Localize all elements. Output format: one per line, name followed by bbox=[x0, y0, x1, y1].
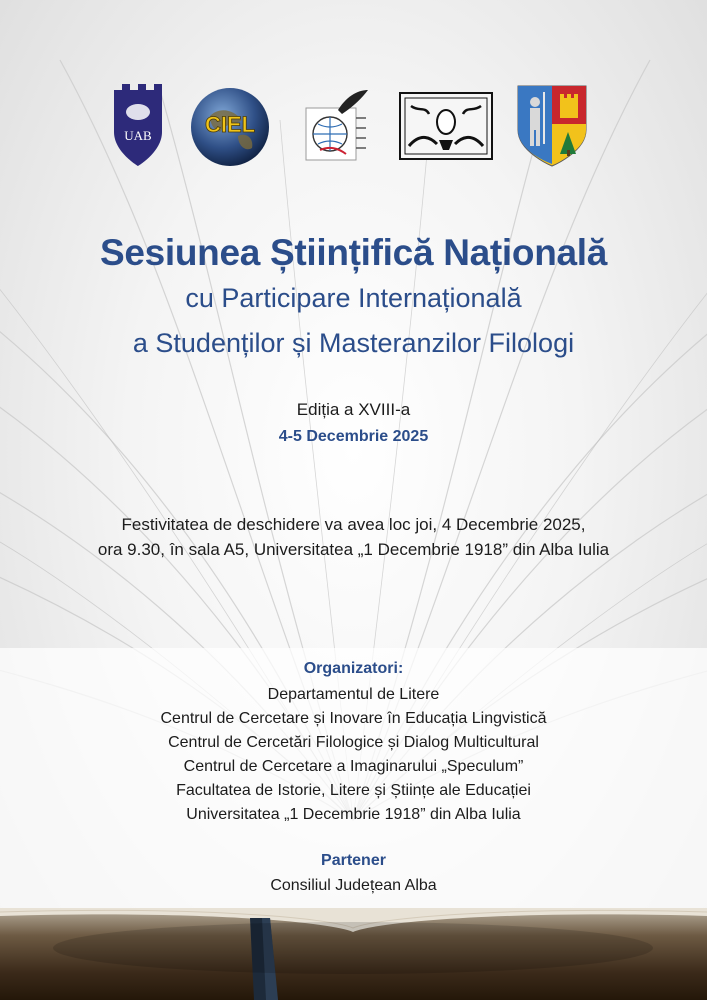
alba-coat-of-arms bbox=[516, 84, 588, 170]
logos-row bbox=[0, 82, 707, 174]
ciel-logo bbox=[190, 86, 270, 172]
organizer-item: Centrul de Cercetare și Inovare în Educația Lingvistică bbox=[160, 710, 547, 727]
title-line-1: Sesiunea Științifică Națională bbox=[99, 232, 608, 273]
book-pages-edge bbox=[0, 908, 707, 1000]
organizer-item: Departamentul de Litere bbox=[267, 686, 440, 703]
svg-text:UAB: UAB bbox=[124, 128, 152, 143]
quill-globe-logo bbox=[298, 88, 370, 174]
partner-name: Consiliul Județean Alba bbox=[270, 877, 437, 894]
organizer-item: Centrul de Cercetare a Imaginarului „Speculum” bbox=[183, 758, 524, 775]
svg-text:CIEL: CIEL bbox=[204, 112, 256, 137]
opening-line-1: Festivitatea de deschidere va avea loc joi, 4 Decembrie 2025, bbox=[121, 515, 586, 534]
event-dates: 4-5 Decembrie 2025 bbox=[278, 428, 429, 445]
organizers-heading: Organizatori: bbox=[303, 660, 404, 677]
partner-heading: Partener bbox=[321, 852, 386, 869]
book-spine-bottom bbox=[0, 908, 707, 1000]
opening-ceremony-info bbox=[0, 512, 707, 562]
organizer-item: Centrul de Cercetări Filologice și Dialog Multicultural bbox=[168, 734, 539, 751]
opening-line-2: ora 9.30, în sala A5, Universitatea „1 Decembrie 1918” din Alba Iulia bbox=[97, 540, 610, 559]
uab-logo bbox=[110, 82, 166, 168]
organizer-item: Facultatea de Istorie, Litere și Științe ale Educației bbox=[176, 782, 531, 799]
organizer-item: Universitatea „1 Decembrie 1918” din Alba Iulia bbox=[186, 806, 521, 823]
ornamental-emblem-logo bbox=[399, 92, 493, 178]
title-line-2: cu Participare Internațională bbox=[185, 283, 522, 313]
edition-label: Ediția a XVIII-a bbox=[296, 400, 411, 419]
title-line-3: a Studenților și Masteranzilor Filologi bbox=[132, 328, 575, 358]
